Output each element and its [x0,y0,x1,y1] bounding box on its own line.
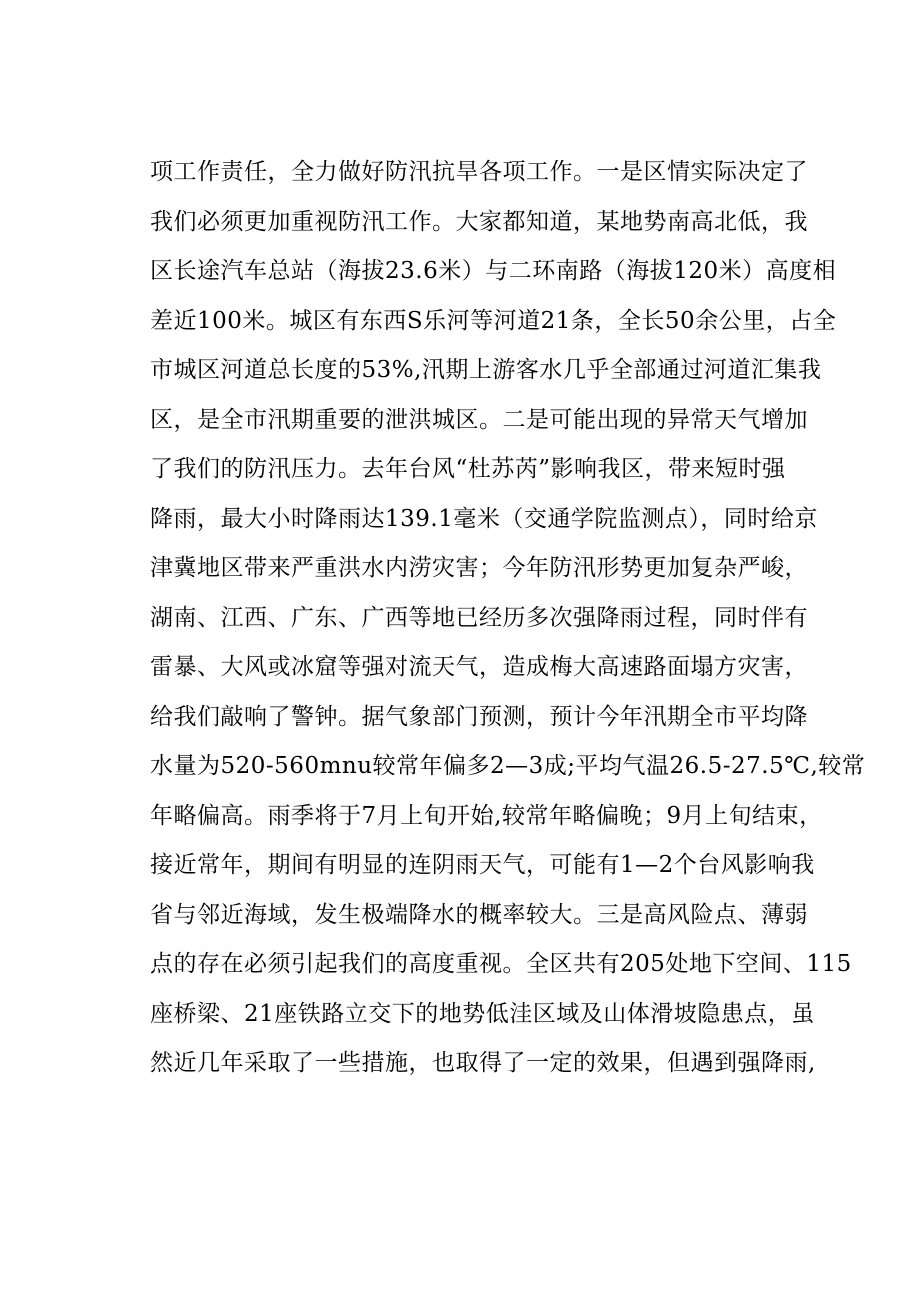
text-line: 我们必须更加重视防汛工作。大家都知道，某地势南高北低，我 [150,208,808,235]
text-line: 降雨，最大小时降雨达139.1毫米（交通学院监测点），同时给京 [150,505,818,532]
text-line: 津冀地区带来严重洪水内涝灾害；今年防汛形势更加复杂严峻， [150,555,808,581]
text-line: 区长途汽车总站（海拔23.6米）与二环南路（海拔120米）高度相 [150,258,837,284]
text-line: 省与邻近海域，发生极端降水的概率较大。三是高风险点、薄弱 [150,901,808,928]
text-line: 了我们的防汛压力。去年台风“杜苏芮”影响我区，带来短时强 [150,456,786,482]
text-line: 接近常年，期间有明显的连阴雨天气，可能有1—2个台风影响我 [150,852,815,878]
text-line: 雷暴、大风或冰窟等强对流天气，造成梅大高速路面塌方灾害， [150,654,808,680]
text-line: 给我们敲响了警钟。据气象部门预测，预计今年汛期全市平均降 [150,703,808,730]
text-line: 然近几年采取了一些措施，也取得了一定的效果，但遇到强降雨, [150,1050,816,1076]
text-line: 水量为520-560mnu较常年偏多2—3成;平均气温26.5-27.5℃,较常 [150,753,866,779]
body-paragraph [150,148,866,1089]
text-line: 市城区河道总长度的53%,汛期上游客水几乎全部通过河道汇集我 [150,357,822,383]
text-line: 点的存在必须引起我们的高度重视。全区共有205处地下空间、115 [150,951,852,977]
text-line: 座桥梁、21座铁路立交下的地势低洼区域及山体滑坡隐患点，虽 [150,1000,815,1027]
text-line: 年略偏高。雨季将于7月上旬开始,较常年略偏晚；9月上旬结束， [150,802,823,829]
text-line: 湖南、江西、广东、广西等地已经历多次强降雨过程，同时伴有 [150,604,808,631]
text-line: 差近100米。城区有东西S乐河等河道21条，全长50余公里，占全 [150,307,837,334]
text-line: 区，是全市汛期重要的泄洪城区。二是可能出现的异常天气增加 [150,406,808,433]
text-line: 项工作责任，全力做好防汛抗旱各项工作。一是区情实际决定了 [150,159,808,185]
